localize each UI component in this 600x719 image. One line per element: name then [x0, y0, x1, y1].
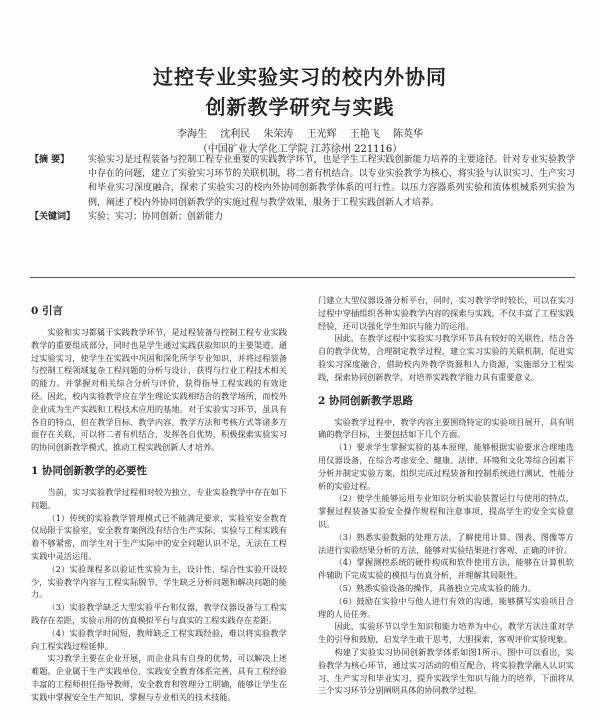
abstract-text: 实验实习是过程装备与控制工程专业重要的实践教学环节，也是学生工程实践创新能力培养的主要途径。针对专业实验教学中存在的问题，建立了实验实习环节的关联机制，将二者有机结合。以专业实验教学为核心，将实验与认识实习、生产实习和毕业实习深度融合，探索了实验实习的校内外协同创新教学体系的可行性。以压力容器系列实验和流体机械系列实验为例，阐述了校内外协同创新教学的实施过程与教学效果，服务于工程实践创新人才培养。 — [88, 155, 575, 208]
paragraph: （2）实验课程多以验证性实验为主，设计性、综合性实验开设较少，实验教学内容与工程实际脱节，学生缺乏分析问题和解决问题的能力。 — [31, 563, 287, 600]
paragraph: 实验教学过程中，教学内容主要围绕特定的实验项目展开，具有明确的教学目标，主要包括如下几个方面。 — [318, 416, 574, 440]
paragraph: 门建立大型仪器设备分析平台，同时，实习教学学时较长，可以在实习过程中穿插组织各种实验教学内容的探索与实践，不仅丰富了工程实践经验，还可以强化学生知识与能力的运用。 — [318, 295, 574, 331]
affiliation: （中国矿业大学化工学院 江苏徐州 221116） — [197, 144, 403, 155]
paragraph: 实习教学主要在企业开展，而企业具有自身的优势，可以解决上述难题。企业属于生产实践单位，实践安全教育体系完善，具有工程经验丰富的工程师担任指导教师，安全教育和管理分工明确，能够让学生在实践中掌握安全生产知识，掌握与专业相关的技术技能。 — [31, 653, 287, 702]
paragraph: （4）实验教学时间短，教师缺乏工程实践经验，难以将实验教学向工程实践过程延伸。 — [31, 627, 287, 651]
abstract-label: 【摘 要】 — [30, 155, 70, 165]
paragraph: （3）实验教学缺乏大型实验平台和仪器，教学仪器设备与工程实践存在差距，实验示用的仿真模拟平台与真实的工程实践存在差距。 — [31, 602, 287, 625]
paragraph: （6）鼓励在实验中与他人进行有效的沟通，能够撰写实验项目合理的人员任务。 — [318, 595, 574, 619]
section-divider — [30, 277, 575, 278]
author-list: 李海生 沈利民 朱荣涛 王光辉 王艳飞 陈英华 — [177, 129, 423, 140]
paragraph: （3）熟悉实验数据的处理方法，了解使用计算、图表、图像等方法进行实验结果分析的方法，能够对实验结果进行客观、正确的评价。 — [318, 531, 574, 555]
heading-introduction: 0 引言 — [31, 305, 63, 317]
paragraph: 因此，在教学过程中实验实习教学环节具有较好的关联性，结合各自的教学优势，合理制定教学过程，建立实习实验的关联机制，促进实验实习深度融合，借助校内外教学资源和人力资源，实施部分工程实践，探索协同创新教学，对培养实践教学能力具有重要意义。 — [318, 333, 574, 382]
right-column — [318, 294, 574, 697]
abstract-block — [30, 153, 575, 224]
paragraph: （1）传统的实验教学管理模式已不能满足要求，实验室安全教育仅局限于实验室，安全教育案例没有结合生产实际，实验与工程实践有着不够紧密，而学生对于生产实际中的安全问题认识不足，无法在工程实践中灵活运用。 — [31, 512, 287, 561]
paragraph: （5）熟悉实验设备的操作，具备独立完成实验的能力。 — [334, 582, 537, 593]
keywords-label: 【关键词】 — [30, 211, 76, 222]
paragraph: 实验和实习都属于实践教学环节，是过程装备与控制工程专业实践教学的重要组成部分，同时也是学生通过实践获取知识的主要渠道。通过实验实习，使学生在实践中巩固和深化所学专业知识，并将过程装备与控制工程领域复杂工程问题的分析与设计，获得与行业工程技术相关的能力。并掌握对相关综合分析与评价，获得指导工程实践的有效途径。因此，校内实验教学应在学生理论实践相结合的教学场所，而校外企业成为生产实践和工程技术应用的基地。对于实验实习环节，虽具有各自的特点，但在教学目标、教学内容、教学方法和考核方式等诸多方面存在关联，可以将二者有机结合，发挥各自优势，积极探索实验实习的协同创新教学模式，推动工程实践创新人才培养。 — [31, 327, 287, 453]
title-line-1: 过控专业实验实习的校内外协同 — [153, 65, 447, 89]
heading-teaching-approach: 2 协同创新教学思路 — [318, 394, 413, 407]
paragraph: 构建了实验实习协同创新教学体系如图1所示。图中可以看出，实验教学为核心环节，通过实习活动的相互配合，将实验教学融入认识实习、生产实习和毕业实习，提升实践学生知识与能力的培养，下面将从三个实习环节分别阐明具体的协同教学过程。 — [318, 646, 574, 696]
title-line-2: 创新教学研究与实践 — [205, 95, 395, 119]
paper-title — [0, 62, 600, 122]
paragraph: 当前，实习实验教学过程相对较为独立，专业实验教学中存在如下问题。 — [31, 486, 287, 510]
heading-necessity: 1 协同创新教学的必要性 — [31, 464, 147, 477]
left-column — [31, 294, 287, 704]
paragraph: （2）使学生能够运用专业知识分析实验装置运行与使用的特点，掌握过程装备实验安全操作规程和注意事项，提高学生的安全实验意识。 — [318, 493, 574, 529]
paragraph: （4）掌握测控系统的硬件构成和软件使用方法，能够在计算机软件辅助下完成实验的模拟与仿真分析，并理解其局限性。 — [318, 557, 574, 581]
keywords-text: 实验；实习；协同创新；创新能力 — [88, 211, 224, 222]
paragraph: 因此，实验环节以学生知识和能力培养为中心，教学方法注重对学生的引导和鼓励，启发学生敢于思考，大胆探索，客观评价实验现象。 — [318, 621, 574, 645]
paragraph: （1）要求学生掌握实验的基本原理，能够根据实验要求合理地选用仪器设备，在综合考虑安全、健康、法律、环境和文化等综合因素下分析并制定实验方案，组织完成过程装备和控制系统进行测试、性能分析的实验过程。 — [318, 442, 574, 491]
